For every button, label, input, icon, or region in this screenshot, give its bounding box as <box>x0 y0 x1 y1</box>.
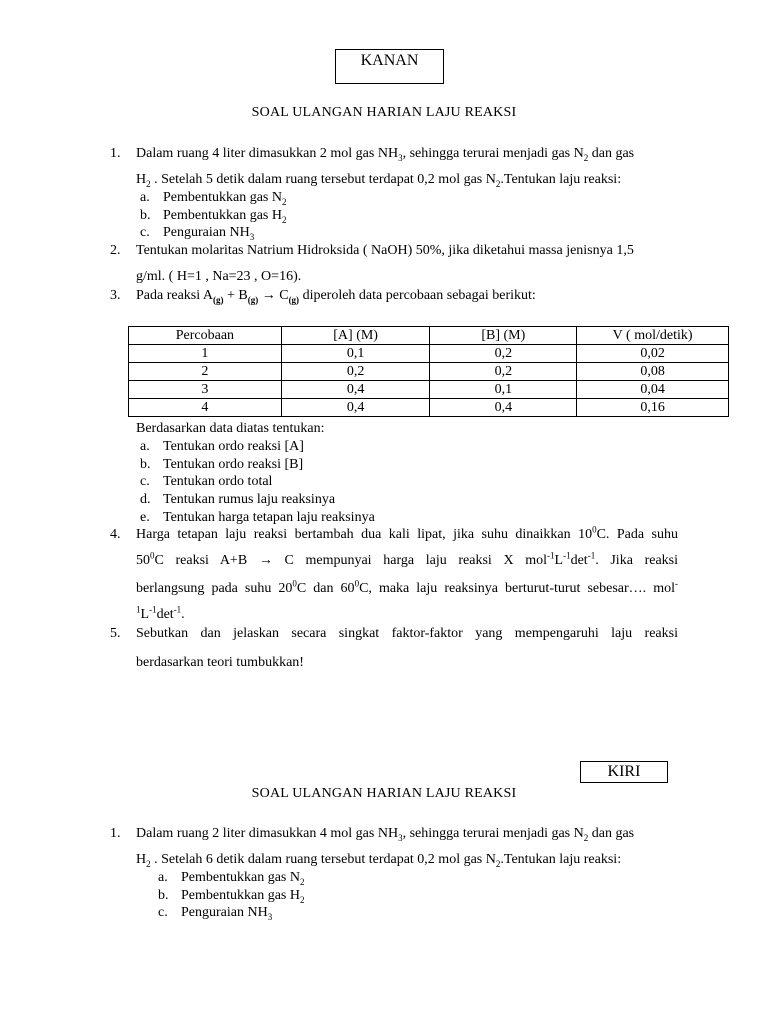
table-header: V ( mol/detik) <box>577 327 729 345</box>
table-cell: 0,08 <box>577 363 729 381</box>
table-cell: 2 <box>129 363 282 381</box>
question-number: 3. <box>110 288 121 303</box>
question-4-line-1: Harga tetapan laju reaksi bertambah dua kali lipat, jika suhu dinaikkan $10^0C$. Pada suhu <box>136 524 678 542</box>
option-letter: d. <box>140 492 151 507</box>
option-text: Tentukan ordo reaksi [A] <box>163 439 304 454</box>
option-text: Tentukan harga tetapan laju reaksinya <box>163 510 375 525</box>
option-text: Pembentukkan gas $N_2$ <box>181 870 305 887</box>
option-text: Pembentukkan gas $H_2$ <box>163 208 287 225</box>
option-text: Pembentukkan gas $H_2$ <box>181 888 305 905</box>
question-number: 2. <box>110 243 121 258</box>
table-cell: 0,4 <box>430 399 577 417</box>
option-letter: c. <box>140 225 150 240</box>
table-row <box>129 399 729 417</box>
table-cell: 0,4 <box>281 399 430 417</box>
table-cell: 0,2 <box>430 345 577 363</box>
question-5-line-1: Sebutkan dan jelaskan secara singkat faktor-faktor yang mempengaruhi laju reaksi <box>136 626 678 641</box>
option-text: Penguraian $NH_3$ <box>181 905 273 922</box>
question-1-line-1: Dalam ruang 4 liter dimasukkan 2 mol gas $NH_3$, sehingga terurai menjadi gas $N_2$ dan gas <box>136 146 635 163</box>
page-title: SOAL ULANGAN HARIAN LAJU REAKSI <box>251 105 517 120</box>
kiri-question-1-line-2: $H_2$ . Setelah 6 detik dalam ruang tersebut terdapat 0,2 mol gas $N_2.Tentukan$ laju reaksi: <box>136 852 622 869</box>
table-cell: 4 <box>129 399 282 417</box>
label-kanan: KANAN <box>335 49 444 84</box>
table-cell: 0,1 <box>281 345 430 363</box>
option-text: Tentukan ordo reaksi [B] <box>163 457 304 472</box>
option-letter: b. <box>140 208 151 223</box>
option-text: Tentukan rumus laju reaksinya <box>163 492 336 507</box>
option-letter: c. <box>140 474 150 489</box>
option-text: Tentukan ordo total <box>163 474 273 489</box>
table-cell: 0,04 <box>577 381 729 399</box>
table-row <box>129 363 729 381</box>
table-cell: 0,1 <box>430 381 577 399</box>
question-number: 1. <box>110 826 121 841</box>
question-2-line-1: Tentukan molaritas Natrium Hidroksida ( NaOH) 50%, jika diketahui massa jenisnya 1,5 <box>136 243 634 258</box>
table-cell: 1 <box>129 345 282 363</box>
question-5-line-2: berdasarkan teori tumbukkan! <box>136 655 304 670</box>
option-letter: a. <box>140 190 150 205</box>
option-letter: b. <box>140 457 151 472</box>
option-letter: c. <box>158 905 168 920</box>
table-header: [B] (M) <box>430 327 577 345</box>
option-letter: a. <box>158 870 168 885</box>
question-number: 5. <box>110 626 121 641</box>
question-4-line-2: $50^0C$ reaksi A+B → C mempunyai harga laju reaksi X $mol^{-1}L^{-1}\det^{-1}$. Jika reaksi <box>136 550 679 568</box>
table-row <box>129 381 729 399</box>
table-cell: 0,2 <box>281 363 430 381</box>
table-header-row <box>129 327 729 345</box>
option-text: Penguraian $NH_3$ <box>163 225 255 242</box>
table-header: [A] (M) <box>281 327 430 345</box>
question-number: 1. <box>110 146 121 161</box>
question-2-line-2: g/ml. ( H=1 , Na=23 , O=16). <box>136 269 302 284</box>
option-text: Pembentukkan gas $N_2$ <box>163 190 287 207</box>
table-cell: 0,02 <box>577 345 729 363</box>
option-letter: b. <box>158 888 169 903</box>
question-number: 4. <box>110 527 121 542</box>
kiri-question-1-line-1: Dalam ruang 2 liter dimasukkan 4 mol gas $NH_3$, sehingga terurai menjadi gas $N_2$ dan gas <box>136 826 635 843</box>
table-cell: 0,4 <box>281 381 430 399</box>
question-4-line-4: $^1L^{-1}\det^{-1}$. <box>136 604 185 622</box>
option-letter: a. <box>140 439 150 454</box>
table-cell: 0,16 <box>577 399 729 417</box>
question-1-line-2: $H_2$ . Setelah 5 detik dalam ruang tersebut terdapat 0,2 mol gas $N_2.Tentukan$ laju reaksi: <box>136 172 622 189</box>
question-4-line-3: berlangsung pada suhu $20^0C$ dan $60^0C$, maka laju reaksinya berturut-turut sebesar…. mol- <box>136 578 678 596</box>
page-title-2: SOAL ULANGAN HARIAN LAJU REAKSI <box>251 786 517 801</box>
table-cell: 0,2 <box>430 363 577 381</box>
question-3-instruction: Berdasarkan data diatas tentukan: <box>136 421 325 436</box>
question-3-text: Pada reaksi $A_{(g)} + B_{(g)} \to C_{(g)}$ diperoleh data percobaan sebagai berikut: <box>136 288 536 305</box>
option-letter: e. <box>140 510 150 525</box>
label-kiri: KIRI <box>580 761 668 783</box>
table-cell: 3 <box>129 381 282 399</box>
table-row <box>129 345 729 363</box>
table-header: Percobaan <box>129 327 282 345</box>
data-table <box>128 326 729 417</box>
